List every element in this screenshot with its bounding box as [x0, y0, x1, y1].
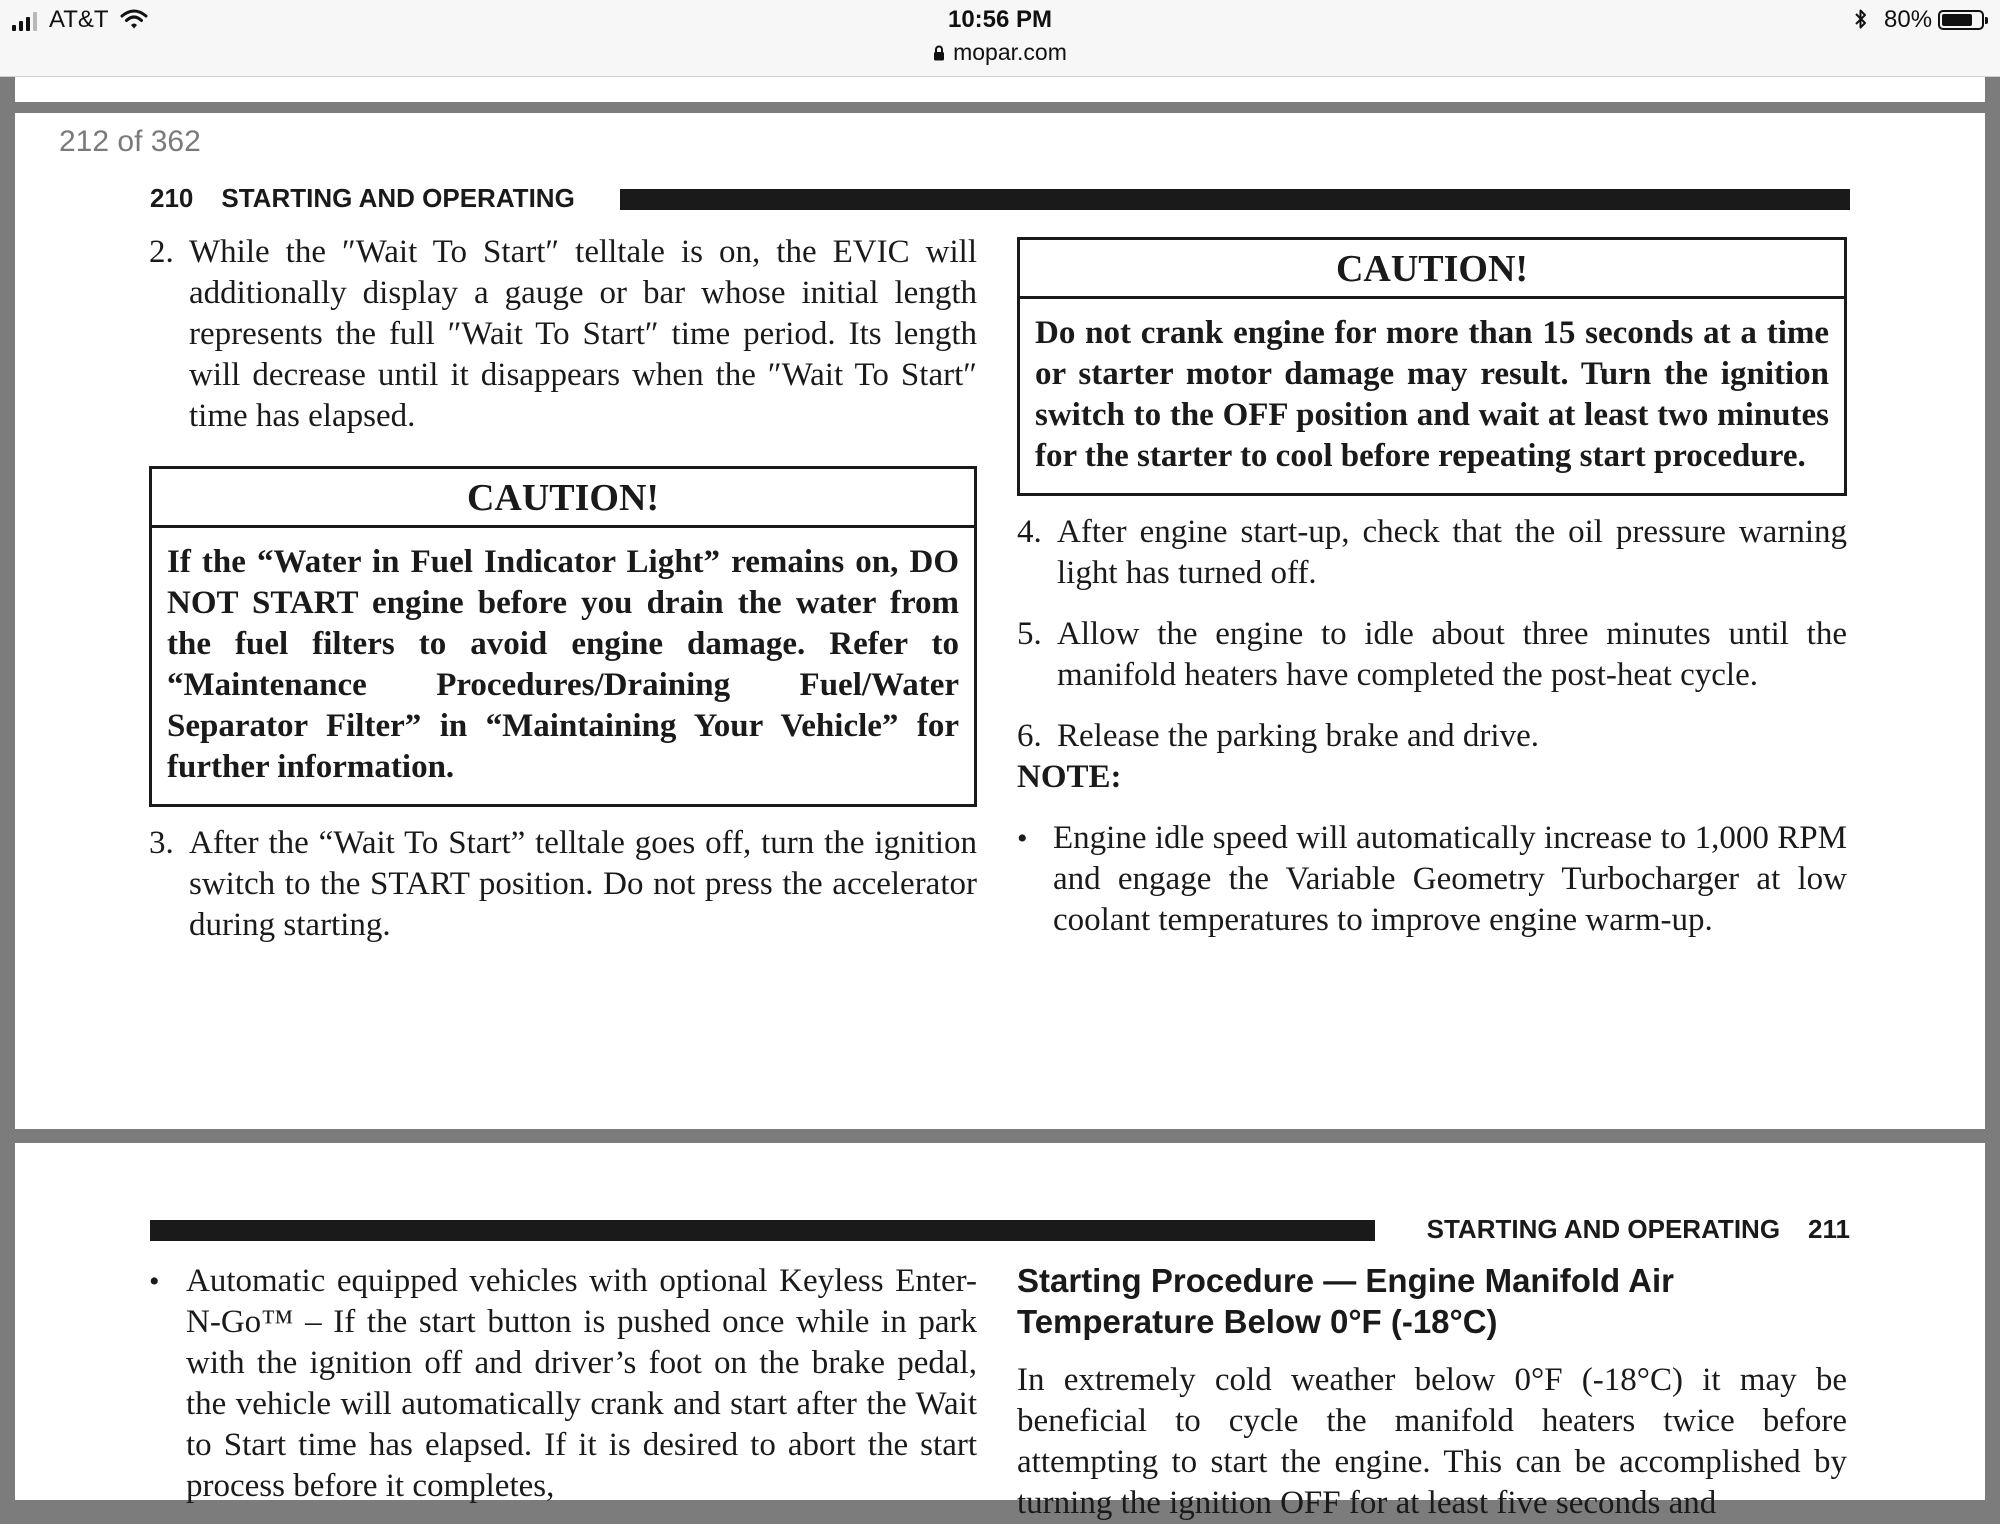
step-text: After the “Wait To Start” telltale goes off, turn the ignition switch to the START position. Do not press the accelerator during starting. — [189, 825, 977, 943]
step-number: 4. — [1017, 514, 1042, 550]
bullet-text: Engine idle speed will automatically increase to 1,000 RPM and engage the Variable Geometry Turbocharger at low coolant temperatures to improve engine warm-up. — [1053, 820, 1847, 938]
step-text: After engine start-up, check that the oil pressure warning light has turned off. — [1057, 514, 1847, 591]
step-5 — [1017, 614, 1847, 696]
note-label: NOTE: — [1017, 759, 1122, 795]
previous-page-edge — [15, 77, 1985, 102]
section-title: STARTING AND OPERATING — [1426, 1214, 1781, 1244]
body-paragraph: In extremely cold weather below 0°F (-18°C) it may be beneficial to cycle the manifold heaters twice before attempting to start the engine. This can be accomplished by turning the ignition OFF for at least five seconds and — [1017, 1362, 1847, 1521]
step-2 — [149, 232, 977, 437]
step-number: 6. — [1017, 718, 1042, 754]
bullet-text: Automatic equipped vehicles with optional Keyless Enter-N-Go™ – If the start button is pushed once while in park with the ignition off and driver’s foot on the brake pedal, the vehicle will automatically crank and start after the Wait to Start time has elapsed. If it is desired to abort the start process before it completes, — [186, 1263, 977, 1504]
bullet-marker: • — [149, 1265, 160, 1298]
status-time: 10:56 PM — [947, 6, 1053, 33]
keyless-enter-n-go-bullet — [149, 1261, 977, 1507]
caution-title: CAUTION! — [1020, 240, 1844, 299]
address-bar[interactable] — [0, 39, 2000, 67]
document-page-210[interactable] — [15, 113, 1985, 1129]
page-number: 211 — [1808, 1214, 1850, 1244]
lock-icon — [933, 40, 945, 67]
caution-text: Do not crank engine for more than 15 seconds at a time or starter motor damage may result. Turn the ignition switch to the OFF position and wait at least two minutes for the starter to cool before repeating start procedure. — [1035, 315, 1829, 474]
page-indicator: 212 of 362 — [59, 125, 201, 158]
caution-title: CAUTION! — [152, 469, 974, 528]
section-title: STARTING AND OPERATING — [221, 183, 575, 213]
step-number: 3. — [149, 825, 174, 861]
step-number: 5. — [1017, 616, 1042, 652]
step-number: 2. — [149, 234, 174, 270]
step-4 — [1017, 512, 1847, 594]
step-text: Allow the engine to idle about three minutes until the manifold heaters have completed the post-heat cycle. — [1057, 616, 1847, 693]
bluetooth-icon — [1854, 8, 1868, 35]
left-column — [149, 232, 977, 946]
step-3 — [149, 823, 977, 946]
caution-box-cranking — [1017, 237, 1847, 496]
status-bar — [0, 0, 2000, 77]
step-6 — [1017, 716, 1847, 757]
page-number: 210 — [150, 183, 194, 213]
running-head-rule — [150, 1220, 1375, 1241]
url-text: mopar.com — [953, 39, 1067, 65]
caution-text: If the “Water in Fuel Indicator Light” remains on, DO NOT START engine before you drain the water from the fuel filters to avoid engine damage. Refer to “Maintenance Procedures/Draining Fuel/Water Separator Filter” in “Maintaining Your Vehicle” for further information. — [167, 544, 959, 785]
right-column — [1017, 1260, 1847, 1524]
running-head-rule — [620, 189, 1850, 210]
carrier-name: AT&T — [49, 6, 109, 33]
document-page-211[interactable] — [15, 1143, 1985, 1521]
bullet-marker: • — [1017, 822, 1028, 855]
running-head-210 — [150, 183, 575, 214]
caution-box-water-in-fuel — [149, 466, 977, 807]
left-column — [149, 1261, 977, 1507]
note-bullet — [1017, 818, 1847, 941]
section-heading: Starting Procedure — Engine Manifold Air Temperature Below 0°F (-18°C) — [1017, 1262, 1675, 1340]
step-text: While the ″Wait To Start″ telltale is on, the EVIC will additionally display a gauge or bar whose initial length represents the full ″Wait To Start″ time period. Its length will decrease until it disappears when the ″Wait To Start″ time has elapsed. — [189, 234, 977, 434]
right-column — [1017, 237, 1847, 941]
step-text: Release the parking brake and drive. — [1057, 718, 1539, 754]
battery-percent: 80% — [1884, 6, 1933, 33]
battery-icon — [1938, 10, 1984, 30]
running-head-211 — [1427, 1214, 1850, 1245]
